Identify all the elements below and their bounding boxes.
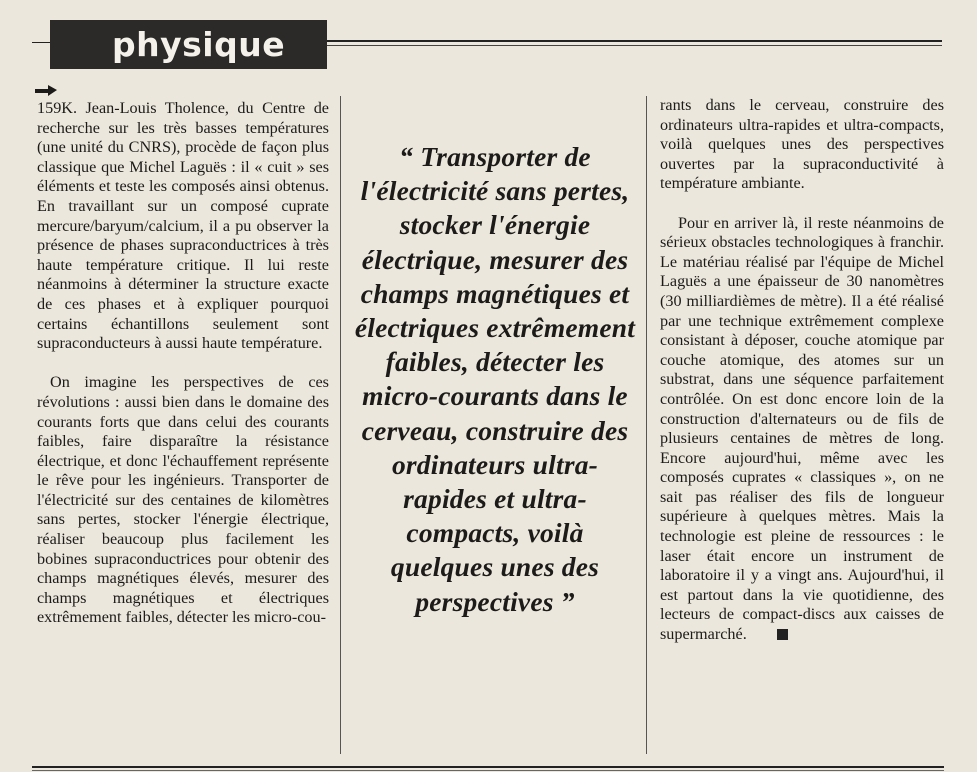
header-rule-left (32, 42, 50, 43)
pull-quote-text: Transporter de l'électricité sans pertes, stocker l'énergie électrique, mesurer des champs magnétiques et électriques extrêmement faibles, détecter les micro-courants dans le cerveau, construire des ordinateurs ultra-rapides et ultra-compacts, voilà quelques unes des perspectives (354, 141, 636, 617)
quote-close-mark: ” (560, 585, 575, 617)
article-column-right (660, 96, 944, 645)
footer-rule-thin (32, 770, 944, 771)
paragraph: On imagine les perspectives de ces révolutions : aussi bien dans le domaine des courants forts que dans celui des courants faibles, faire disparaître la résistance électrique, et donc l'échauffement représente le rêve pour les ingénieurs. Transporter de l'électricité sur des centaines de kilomètres sans pertes, stocker l'énergie électrique, réaliser beaucoup plus facilement les bobines supraconductrices pour obtenir des champs magnétiques élevés, mesurer des champs magnétiques et électriques extrêmement faibles, détecter les micro-cou- (37, 373, 329, 627)
column-divider (340, 96, 341, 754)
arrow-right-icon (34, 84, 58, 98)
footer-rule (32, 766, 944, 768)
section-heading: physique (50, 20, 327, 69)
header-rule-thin (327, 45, 942, 46)
quote-open-mark: “ (399, 141, 414, 172)
column-divider (646, 96, 647, 754)
paragraph (660, 214, 944, 645)
end-square-icon (777, 629, 788, 640)
paragraph: rants dans le cerveau, construire des ordinateurs ultra-rapides et ultra-compacts, voilà quelques unes des perspectives ouvertes par la supraconductivité à température ambiante. (660, 96, 944, 193)
header-rule (327, 40, 942, 42)
paragraph: 159K. Jean-Louis Tholence, du Centre de recherche sur les très basses températures (une unité du CNRS), procède de façon plus classique que Michel Laguës : il « cuit » ses éléments et teste les composés ainsi obtenus. En travaillant sur un composé cuprate mercure/baryum/calcium, il a pu observer la présence de phases supraconductrices à très haute température critique. Il lui reste néanmoins à déterminer la structure exacte de ces phases et à expliquer pourquoi certains échantillons seulement sont supraconducteurs à aussi haute température. (37, 99, 329, 353)
paragraph-text: Pour en arriver là, il reste néanmoins de sérieux obstacles technologiques à franchir. Le matériau réalisé par l'équipe de Michel Laguës a une épaisseur de 30 nanomètres (30 milliardièmes de mètre). Il a été réalisé par une technique extrêmement complexe consistant à déposer, couche atomique par couche atomique, des atomes sur un substrat, dans une séquence parfaitement contrôlée. On est donc encore loin de la construction d'alternateurs ou de fils de plusieurs centaines de mètres de long. Encore aujourd'hui, même avec les composés cuprates « classiques », on ne sait pas réaliser des fils de longueur supérieure à quelques mètres. Mais la technologie est pleine de ressources : le laser était encore un instrument de laboratoire il y a vingt ans. Aujourd'hui, il est partout dans la vie quotidienne, des lecteurs de compact-discs aux caisses de supermarché. (660, 213, 944, 644)
article-column-left (37, 99, 329, 628)
pull-quote (352, 140, 638, 619)
